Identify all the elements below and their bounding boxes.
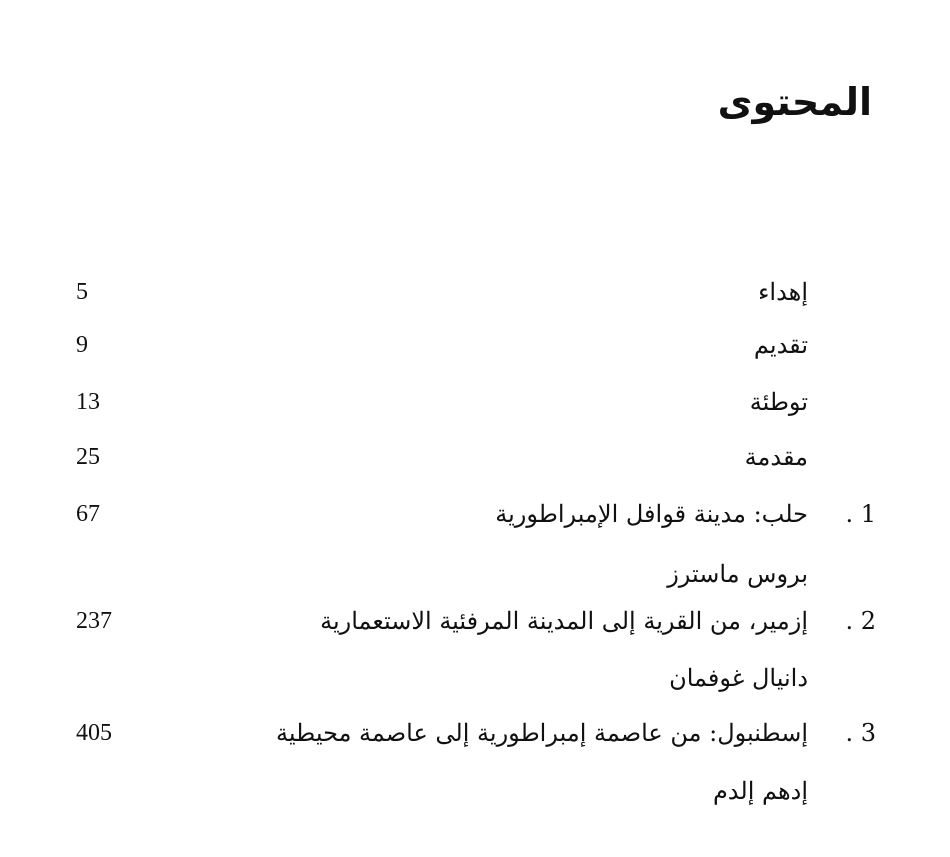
- toc-entry-dedication: [0, 272, 950, 312]
- toc-entry-title: مقدمة: [744, 443, 808, 471]
- toc-entry-page-number: 25: [76, 444, 100, 470]
- toc-entry-page-number: 9: [76, 332, 88, 358]
- toc-entry-page-number: 13: [76, 389, 100, 415]
- chapter-author: بروس ماسترز: [667, 560, 808, 588]
- toc-entry-page-number: 67: [76, 501, 100, 527]
- chapter-title: إسطنبول: من عاصمة إمبراطورية إلى عاصمة محيطية: [276, 719, 808, 747]
- chapter-number: 1 .: [845, 500, 876, 528]
- toc-chapter-2: [0, 601, 950, 641]
- toc-chapter-1: [0, 494, 950, 534]
- toc-entry-title: توطئة: [749, 388, 808, 416]
- page-title: المحتوى: [717, 80, 872, 124]
- chapter-title: حلب: مدينة قوافل الإمبراطورية: [495, 500, 808, 528]
- toc-entry-title: تقديم: [753, 331, 808, 359]
- toc-entry-preface: [0, 382, 950, 422]
- chapter-number: 2 .: [845, 607, 876, 635]
- toc-entry-foreword: [0, 325, 950, 365]
- toc-entry-introduction: [0, 437, 950, 477]
- toc-entry-page-number: 5: [76, 279, 88, 305]
- toc-chapter-3: [0, 713, 950, 753]
- chapter-author: دانيال غوفمان: [669, 664, 808, 692]
- toc-entry-page-number: 405: [76, 720, 112, 746]
- toc-entry-page-number: 237: [76, 608, 112, 634]
- chapter-title: إزمير، من القرية إلى المدينة المرفئية الاستعمارية: [320, 607, 808, 635]
- chapter-author: إدهم إلدم: [712, 777, 808, 805]
- chapter-number: 3 .: [845, 719, 876, 747]
- toc-entry-title: إهداء: [758, 278, 808, 306]
